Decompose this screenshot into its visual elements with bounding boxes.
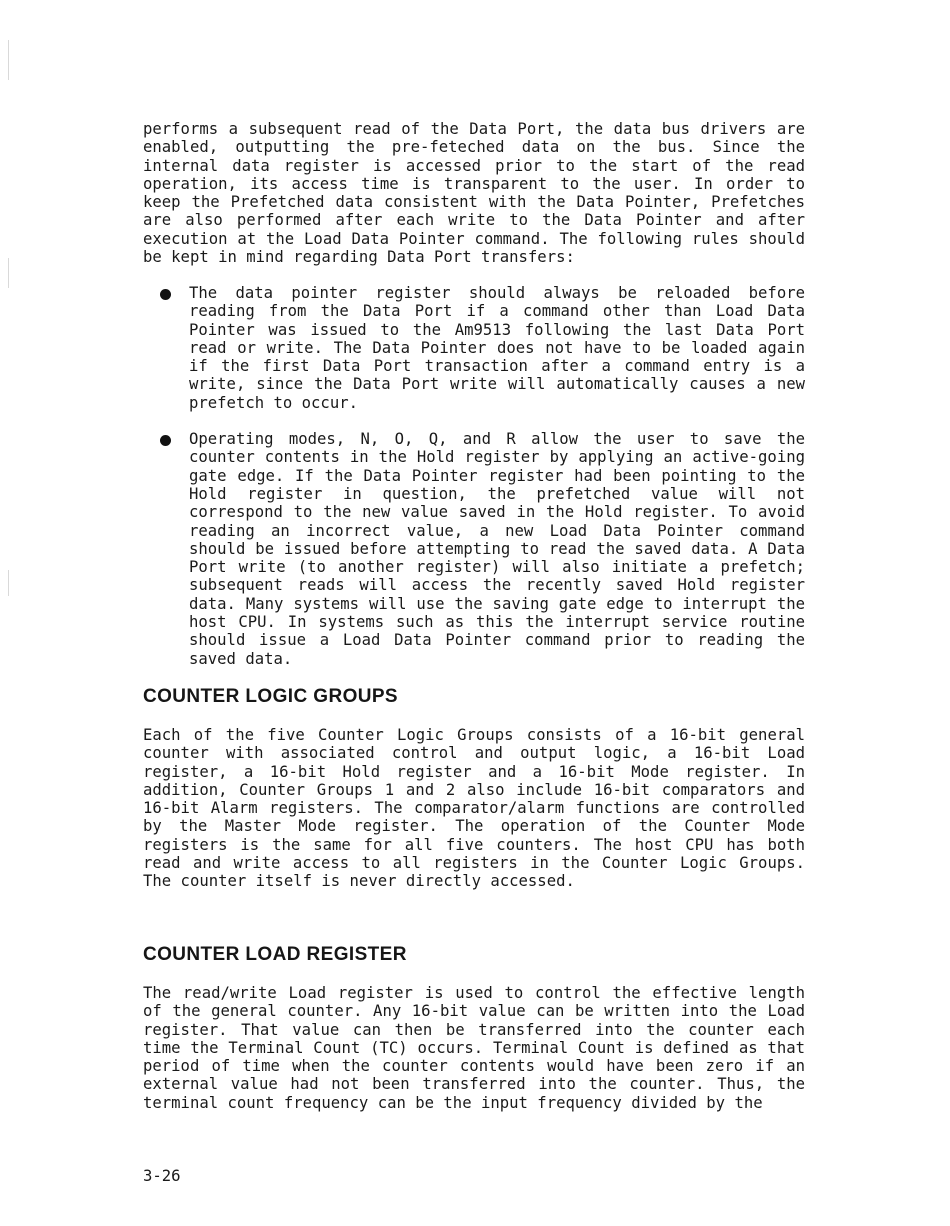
- bullet-text: Operating modes, N, O, Q, and R allow the user to save the counter contents in the Hold register by applying an active-going gate edge. If the Data Pointer register had been pointing to the Hold register in question, the prefetched value will not correspond to the new value saved in the Hold register. To avoid reading an incorrect value, a new Load Data Pointer command should be issued before attempting to read the saved data. A Data Port write (to another register) will also initiate a prefetch; subsequent reads will access the recently saved Hold register data. Many systems will use the saving gate edge to interrupt the host CPU. In systems such as this the interrupt service routine should issue a Load Data Pointer command prior to reading the saved data.: [189, 430, 805, 668]
- bullet-icon: [160, 435, 171, 446]
- scan-edge-mark: [8, 570, 9, 596]
- bullet-icon: [160, 289, 171, 300]
- scan-edge-mark: [8, 40, 9, 80]
- counter-load-register-paragraph: The read/write Load register is used to control the effective length of the general counter. Any 16-bit value can be written into the Load register. That value can then be transferred into the counter each time the Terminal Count (TC) occurs. Terminal Count is defined as that period of time when the counter contents would have been zero if an external value had not been transferred into the counter. Thus, the terminal count frequency can be the input frequency divided by the: [143, 984, 805, 1112]
- section-heading-counter-load-register: COUNTER LOAD REGISTER: [143, 944, 407, 965]
- list-item: [143, 430, 805, 668]
- data-port-rules-list: [143, 284, 805, 686]
- scan-edge-mark: [8, 258, 9, 288]
- intro-paragraph: performs a subsequent read of the Data Port, the data bus drivers are enabled, outputting the pre-feteched data on the bus. Since the internal data register is accessed prior to the start of the read operation, its access time is transparent to the user. In order to keep the Prefetched data consistent with the Data Pointer, Prefetches are also performed after each write to the Data Pointer and after execution at the Load Data Pointer command. The following rules should be kept in mind regarding Data Port transfers:: [143, 120, 805, 267]
- page-number: 3-26: [143, 1167, 181, 1185]
- section-heading-counter-logic-groups: COUNTER LOGIC GROUPS: [143, 686, 399, 707]
- list-item: [143, 284, 805, 412]
- counter-logic-groups-paragraph: Each of the five Counter Logic Groups consists of a 16-bit general counter with associated control and output logic, a 16-bit Load register, a 16-bit Hold register and a 16-bit Mode register. In addition, Counter Groups 1 and 2 also include 16-bit comparators and 16-bit Alarm registers. The comparator/alarm functions are controlled by the Master Mode register. The operation of the Counter Mode registers is the same for all five counters. The host CPU has both read and write access to all registers in the Counter Logic Groups. The counter itself is never directly accessed.: [143, 726, 805, 891]
- bullet-text: The data pointer register should always be reloaded before reading from the Data Port if a command other than Load Data Pointer was issued to the Am9513 following the last Data Port read or write. The Data Pointer does not have to be loaded again if the first Data Port transaction after a command entry is a write, since the Data Port write will automatically causes a new prefetch to occur.: [189, 284, 805, 412]
